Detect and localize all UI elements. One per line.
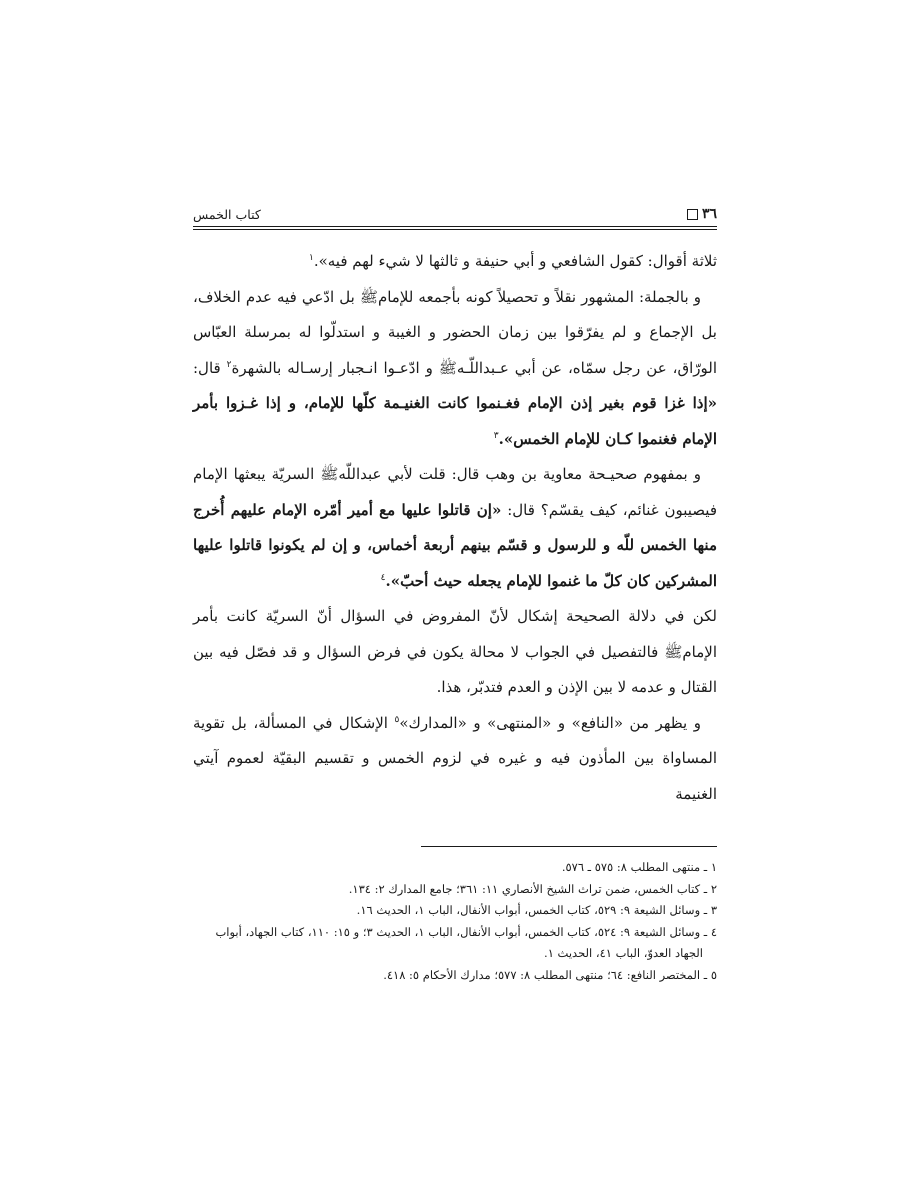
page-number bbox=[687, 206, 717, 222]
footnote-5: ٥ ـ المختصر النافع: ٦٤؛ منتهى المطلب ٨: ٥٧٧؛ مدارك الأحكام ٥: ٤١٨. bbox=[383, 967, 717, 982]
footnote-4-continued: الجهاد العدوّ، الباب ٤١، الحديث ١. bbox=[544, 946, 703, 960]
footnote-ref-5[interactable]: ٥ bbox=[394, 714, 400, 725]
quoted-hadith-1: «إذا غزا قوم بغير إذن الإمام فغـنموا كانت الغنيـمة كلّها للإمام، و إذا غـزوا بأمر الإمام فغنموا كـان للإمام الخمس». bbox=[193, 394, 717, 448]
paragraph-4: لكن في دلالة الصحيحة إشكال لأنّ المفروض في السؤال أنّ السريّة كانت بأمر الإمام⁢ﷺ فالتفصيل في الجواب لا محالة يكون في فرض السؤال و قد فصّل فيه بين القتال و عدمه لا بين الإذن و العدم فتدبّر، هذا. bbox=[193, 607, 717, 696]
footnote-ref-2[interactable]: ٢ bbox=[226, 359, 232, 370]
header-divider bbox=[193, 226, 717, 230]
footnote-ref-1[interactable]: ١ bbox=[308, 253, 314, 263]
paragraph-2: و بالجملة: المشهور نقلاً و تحصيلاً كونه بأجمعه للإمام⁢ﷺ بل ادّعي فيه عدم الخلاف، بل الإجماع و لم يفرّقوا بين زمان الحضور و الغيبة و استدلّوا له بمرسلة العبّاس الورّاق، عن رجل سمّاه، عن أبي عـبداللّـه⁢ﷺ و ادّعـوا انـجبار إرسـاله بالشهرة$^٢$ قال: «إذا غزا قوم بغير إذن الإمام فغـنموا كانت الغنيـمة كلّها للإمام، و إذا غـزوا بأمر الإمام فغنموا كـان للإمام الخمس».$^٣$ bbox=[193, 287, 717, 448]
footnote-ref-4[interactable]: ٤ bbox=[380, 572, 386, 583]
paragraph-3: و بمفهوم صحيـحة معاوية بن وهب قال: قلت لأبي عبداللّه⁢ﷺ السريّة يبعثها الإمام فيصيبون غنائم، كيف يقسّم؟ قال: «إن قاتلوا عليها مع أمير أمّره الإمام عليهم أُخرج منها الخمس للّه و للرسول و قسّم بينهم أربعة أخماس، و إن لم يكونوا قاتلوا عليها المشركين كان كلّ ما غنموا للإمام يجعله حيث أحبّ».$^٤$ bbox=[193, 465, 717, 590]
running-title: كتاب الخمس bbox=[193, 207, 261, 222]
paragraph-1: ثلاثة أقوال: كقول الشافعي و أبي حنيفة و ثالثها لا شيء لهم فيه».$^١$ bbox=[308, 252, 717, 270]
footnote-ref-3[interactable]: ٣ bbox=[493, 430, 499, 441]
main-text bbox=[193, 244, 717, 812]
book-page bbox=[193, 200, 717, 986]
paragraph-5: و يظهر من «النافع» و «المنتهى» و «المدارك»$^٥$ الإشكال في المسألة، بل تقوية المساواة بين المأذون فيه و غيره في لزوم الخمس و تقسيم البقيّة لعموم آيتي الغنيمة bbox=[193, 713, 717, 803]
page-header bbox=[193, 200, 717, 226]
square-outline-icon bbox=[687, 209, 698, 220]
page-number-text: ٣٦ bbox=[701, 206, 717, 222]
footnote-divider bbox=[421, 846, 717, 847]
footnotes bbox=[193, 857, 717, 986]
footnote-2: ٢ ـ كتاب الخمس، ضمن تراث الشيخ الأنصاري ١١: ٣٦١؛ جامع المدارك ٢: ١٣٤. bbox=[348, 881, 717, 896]
footnote-1: ١ ـ منتهى المطلب ٨: ٥٧٥ ـ ٥٧٦. bbox=[561, 860, 717, 874]
footnote-3: ٣ ـ وسائل الشيعة ٩: ٥٢٩، كتاب الخمس، أبواب الأنفال، الباب ١، الحديث ١٦. bbox=[356, 903, 717, 917]
quoted-hadith-2: «إن قاتلوا عليها مع أمير أمّره الإمام عليهم أُخرج منها الخمس للّه و للرسول و قسّم بينهم أربعة أخماس، و إن لم يكونوا قاتلوا عليها المشركين كان كلّ ما غنموا للإمام يجعله حيث أحبّ». bbox=[193, 500, 717, 590]
footnote-4: ٤ ـ وسائل الشيعة ٩: ٥٢٤، كتاب الخمس، أبواب الأنفال، الباب ١، الحديث ٣؛ و ١٥: ١١٠، كتاب الجهاد، أبواب bbox=[215, 924, 717, 939]
